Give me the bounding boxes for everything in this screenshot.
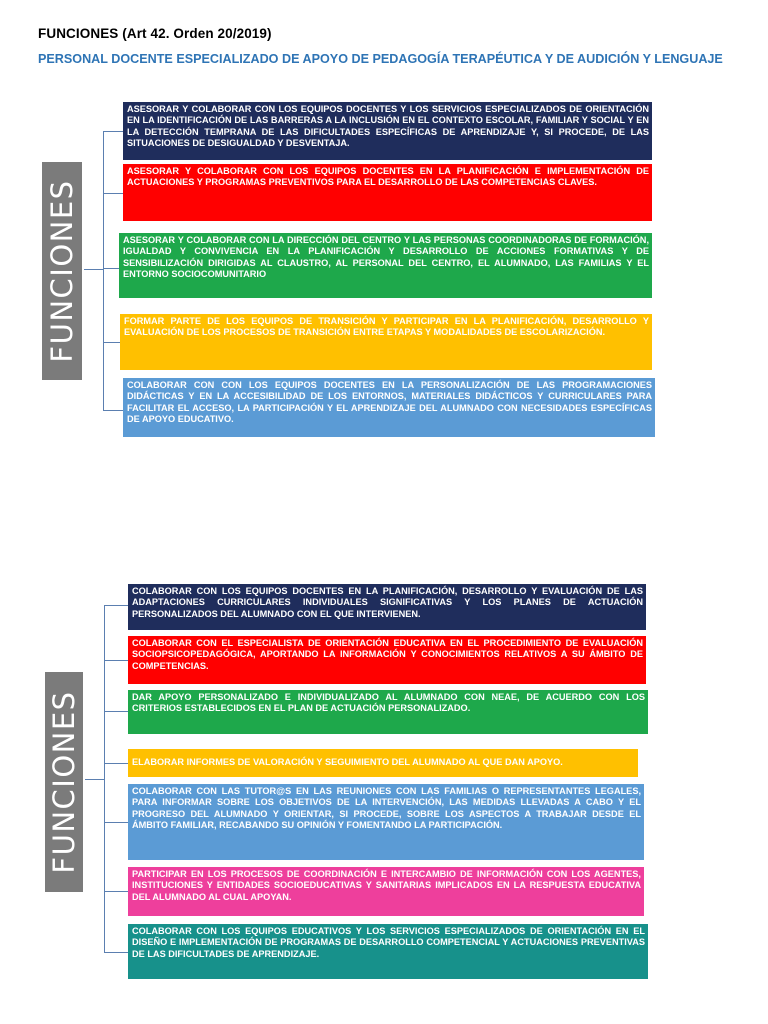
page-title: FUNCIONES (Art 42. Orden 20/2019) — [38, 26, 272, 41]
connector-branch — [104, 822, 128, 823]
function-box: ASESORAR Y COLABORAR CON LA DIRECCIÓN DEL CENTRO Y LAS PERSONAS COORDINADORAS DE FORMACIÓN, IGUALDAD Y CONVIVENCIA EN LA PLANIFICACIÓN Y DESARROLLO DE ACCIONES FORMATIVAS Y DE SENSIBILIZACIÓN DIRIGIDAS AL CLAUSTRO, AL PERSONAL DEL CENTRO, EL ALUMNADO, LAS FAMILIAS Y EL ENTORNO SOCIOCOMUNITARIO — [119, 233, 652, 298]
connector-branch — [104, 711, 128, 712]
function-box: PARTICIPAR EN LOS PROCESOS DE COORDINACIÓN E INTERCAMBIO DE INFORMACIÓN CON LOS AGENTES, INSTITUCIONES Y ENTIDADES SOCIOEDUCATIVAS Y SANITARIAS IMPLICADOS EN LA RESPUESTA EDUCATIVA DEL ALUMNADO AL CUAL APOYAN. — [128, 867, 644, 916]
function-box: COLABORAR CON LAS TUTOR@S EN LAS REUNIONES CON LAS FAMILIAS O REPRESENTANTES LEGALES, PARA INFORMAR SOBRE LOS OBJETIVOS DE LA INTERVENCIÓN, LAS MEDIDAS LLEVADAS A CABO Y EL PROGRESO DEL ALUMNADO Y ORIENTAR, SI PROCEDE, SOBRE LOS ASPECTOS A TRABAJAR DESDE EL ÁMBITO FAMILIAR, RECABANDO SU OPINIÓN Y FOMENTANDO LA PARTICIPACIÓN. — [128, 784, 644, 860]
connector-stem — [84, 269, 103, 270]
connector-vertical — [104, 605, 105, 953]
connector-branch — [103, 193, 123, 194]
connector-branch — [104, 952, 128, 953]
function-box: COLABORAR CON EL ESPECIALISTA DE ORIENTACIÓN EDUCATIVA EN EL PROCEDIMIENTO DE EVALUACIÓN SOCIOPSICOPEDAGÓGICA, APORTANDO LA INFORMACIÓN Y CONOCIMIENTOS RELATIVOS A SU ÁMBITO DE COMPETENCIAS. — [128, 636, 646, 684]
function-box: ELABORAR INFORMES DE VALORACIÓN Y SEGUIMIENTO DEL ALUMNADO AL QUE DAN APOYO. — [128, 749, 638, 777]
function-box: ASESORAR Y COLABORAR CON LOS EQUIPOS DOCENTES Y LOS SERVICIOS ESPECIALIZADOS DE ORIENTACIÓN EN LA IDENTIFICACIÓN DE LAS BARRERAS A LA INCLUSIÓN EN EL CONTEXTO ESCOLAR, FAMILIAR Y SOCIAL Y EN LA DETECCIÓN TEMPRANA DE LAS DIFICULTADES ESPECÍFICAS DE APRENDIZAJE Y, SI PROCEDE, DE LAS SITUACIONES DE DESIGUALDAD Y DESVENTAJA. — [123, 102, 652, 160]
connector-branch — [104, 891, 128, 892]
side-label-text: FUNCIONES — [45, 179, 79, 363]
function-box: FORMAR PARTE DE LOS EQUIPOS DE TRANSICIÓN Y PARTICIPAR EN LA PLANIFICACIÓN, DESARROLLO Y EVALUACIÓN DE LOS PROCESOS DE TRANSICIÓN ENTRE ETAPAS Y MODALIDADES DE ESCOLARIZACIÓN. — [120, 314, 652, 370]
function-box: COLABORAR CON LOS EQUIPOS DOCENTES EN LA PLANIFICACIÓN, DESARROLLO Y EVALUACIÓN DE LAS ADAPTACIONES CURRICULARES INDIVIDUALES SIGNIFICATIVAS Y LOS PLANES DE ACTUACIÓN PERSONALIZADOS DEL ALUMNADO CON EL QUE INTERVIENEN. — [128, 584, 646, 630]
function-box: ASESORAR Y COLABORAR CON LOS EQUIPOS DOCENTES EN LA PLANIFICACIÓN E IMPLEMENTACIÓN DE ACTUACIONES Y PROGRAMAS PREVENTIVOS PARA EL DESARROLLO DE LAS COMPETENCIAS CLAVES. — [123, 164, 652, 221]
connector-branch — [103, 410, 123, 411]
connector-branch — [104, 763, 128, 764]
page-subtitle: PERSONAL DOCENTE ESPECIALIZADO DE APOYO DE PEDAGOGÍA TERAPÉUTICA Y DE AUDICIÓN Y LENGUAJE — [38, 52, 723, 66]
connector-vertical — [103, 131, 104, 411]
side-label-text: FUNCIONES — [47, 690, 81, 874]
connector-branch — [103, 131, 123, 132]
function-box: COLABORAR CON CON LOS EQUIPOS DOCENTES EN LA PERSONALIZACIÓN DE LAS PROGRAMACIONES DIDÁCTICAS Y EN LA ACCESIBILIDAD DE LOS ENTORNOS, MATERIALES DIDÁCTICOS Y CURRICULARES PARA FACILITAR EL ACCESO, LA PARTICIPACIÓN Y EL APRENDIZAJE DEL ALUMNADO CON NECESIDADES ESPECÍFICAS DE APOYO EDUCATIVO. — [123, 378, 655, 437]
side-label-functions — [42, 162, 82, 380]
connector-branch — [104, 605, 128, 606]
connector-stem — [85, 779, 104, 780]
function-box: COLABORAR CON LOS EQUIPOS EDUCATIVOS Y LOS SERVICIOS ESPECIALIZADOS DE ORIENTACIÓN EN EL DISEÑO E IMPLEMENTACIÓN DE PROGRAMAS DE DESARROLLO COMPETENCIAL Y ACTUACIONES PREVENTIVAS DE LAS DIFICULTADES DE APRENDIZAJE. — [128, 924, 648, 979]
side-label-functions — [45, 672, 83, 892]
connector-branch — [104, 660, 128, 661]
function-box: DAR APOYO PERSONALIZADO E INDIVIDUALIZADO AL ALUMNADO CON NEAE, DE ACUERDO CON LOS CRITERIOS ESTABLECIDOS EN EL PLAN DE ACTUACIÓN PERSONALIZADO. — [128, 690, 648, 734]
